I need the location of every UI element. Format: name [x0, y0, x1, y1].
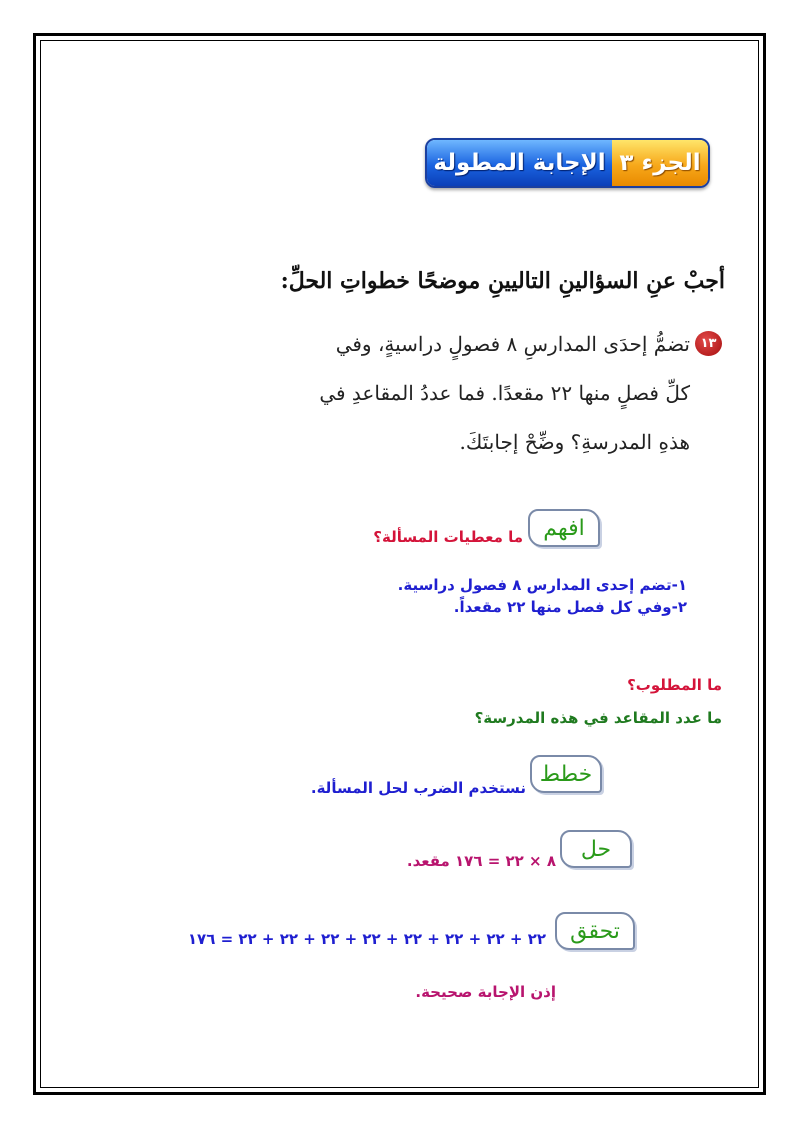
given-1: ١-تضم إحدى المدارس ٨ فصول دراسية. — [397, 576, 687, 594]
check-conclusion: إذن الإجابة صحيحة. — [415, 983, 556, 1001]
question-text — [210, 320, 690, 467]
required-label: ما المطلوب؟ — [627, 676, 722, 694]
question-line: هذهِ المدرسةِ؟ وضِّحْ إجابتَكَ. — [459, 430, 690, 454]
question-line: كلِّ فصلٍ منها ٢٢ مقعدًا. فما عددُ المقاعدِ في — [319, 381, 690, 405]
understand-tag: افهم — [528, 509, 600, 547]
question-line: تضمُّ إحدَى المدارسِ ٨ فصولٍ دراسيةٍ، وفي — [335, 332, 690, 356]
plan-tag: خطط — [530, 755, 602, 793]
question-number-badge: ١٣ — [695, 331, 722, 356]
required-text: ما عدد المقاعد في هذه المدرسة؟ — [474, 709, 722, 727]
check-text: ٢٢ + ٢٢ + ٢٢ + ٢٢ + ٢٢ + ٢٢ + ٢٢ + ٢٢ = ١٧٦ — [187, 930, 546, 948]
given-2: ٢-وفي كل فصل منها ٢٢ مقعداً. — [453, 598, 687, 616]
solve-text: ٨ × ٢٢ = ١٧٦ مقعد. — [406, 852, 556, 870]
section-banner — [425, 138, 710, 188]
understand-question: ما معطيات المسألة؟ — [373, 528, 523, 546]
instruction-text: أجبْ عنِ السؤالينِ التاليينِ موضحًا خطواتِ الحلِّ: — [280, 268, 725, 294]
check-tag: تحقق — [555, 912, 635, 950]
banner-title: الإجابة المطولة — [427, 140, 612, 186]
solve-tag: حل — [560, 830, 632, 868]
banner-part-label: الجزء ٣ — [612, 140, 708, 186]
plan-text: نستخدم الضرب لحل المسألة. — [310, 779, 526, 797]
